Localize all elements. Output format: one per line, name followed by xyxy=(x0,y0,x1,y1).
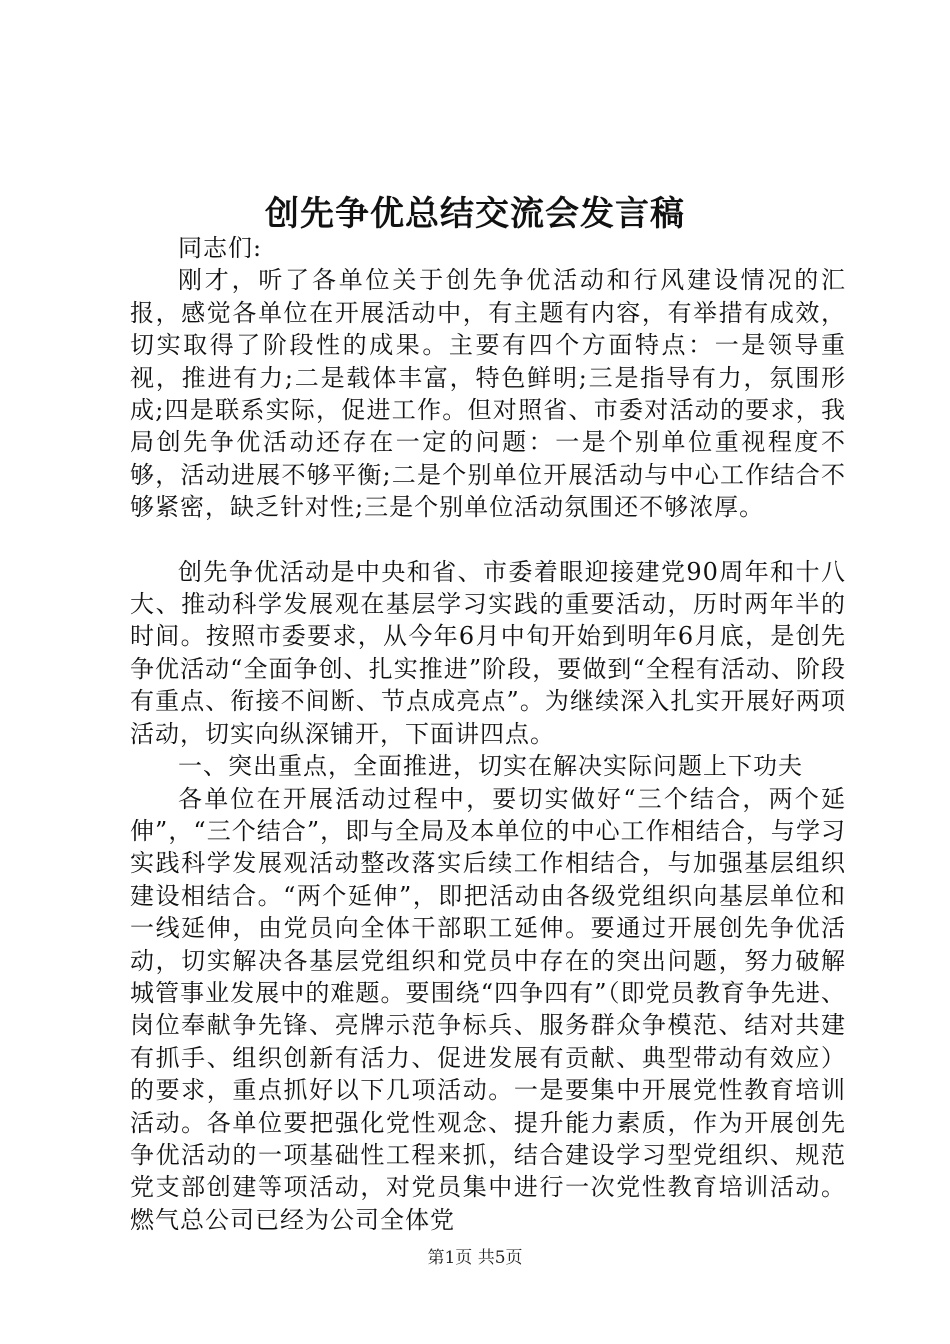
section-heading: 一、突出重点，全面推进，切实在解决实际问题上下功夫 xyxy=(178,752,803,781)
document-title: 创先争优总结交流会发言稿 xyxy=(265,194,685,234)
page-number-footer: 第1页 共5页 xyxy=(427,1248,523,1268)
greeting-paragraph: 同志们: xyxy=(178,234,263,262)
document-body xyxy=(130,232,846,1236)
body-paragraph: 各单位在开展活动过程中，要切实做好“三个结合，两个延伸”，“三个结合”，即与全局及本单位的中心工作相结合，与学习实践科学发展观活动整改落实后续工作相结合，与加强基层组织建设相结合。“两个延伸”，即把活动由各级党组织向基层单位和一线延伸，由党员向全体干部职工延伸。要通过开展创先争优活动，切实解决各基层党组织和党员中存在的突出问题，努力破解城管事业发展中的难题。要围绕“四争四有”（即党员教育争先进、岗位奉献争先锋、亮牌示范争标兵、服务群众争模范、结对共建有抓手、组织创新有活力、促进发展有贡献、典型带动有效应）的要求，重点抓好以下几项活动。一是要集中开展党性教育培训活动。各单位要把强化党性观念、提升能力素质，作为开展创先争优活动的一项基础性工程来抓，结合建设学习型党组织、规范党支部创建等项活动，对党员集中进行一次党性教育培训活动。燃气总公司已经为公司全体党 xyxy=(130,784,846,1234)
body-paragraph: 刚才，听了各单位关于创先争优活动和行风建设情况的汇报，感觉各单位在开展活动中，有主题有内容，有举措有成效，切实取得了阶段性的成果。主要有四个方面特点：一是领导重视，推进有力;二是载体丰富，特色鲜明;三是指导有力，氛围形成;四是联系实际，促进工作。但对照省、市委对活动的要求，我局创先争优活动还存在一定的问题：一是个别单位重视程度不够，活动进展不够平衡;二是个别单位开展活动与中心工作结合不够紧密，缺乏针对性;三是个别单位活动氛围还不够浓厚。 xyxy=(130,266,846,522)
body-paragraph: 创先争优活动是中央和省、市委着眼迎接建党90周年和十八大、推动科学发展观在基层学习实践的重要活动，历时两年半的时间。按照市委要求，从今年6月中旬开始到明年6月底，是创先争优活动“全面争创、扎实推进”阶段，要做到“全程有活动、阶段有重点、衔接不间断、节点成亮点”。为继续深入扎实开展好两项活动，切实向纵深铺开，下面讲四点。 xyxy=(130,557,846,748)
